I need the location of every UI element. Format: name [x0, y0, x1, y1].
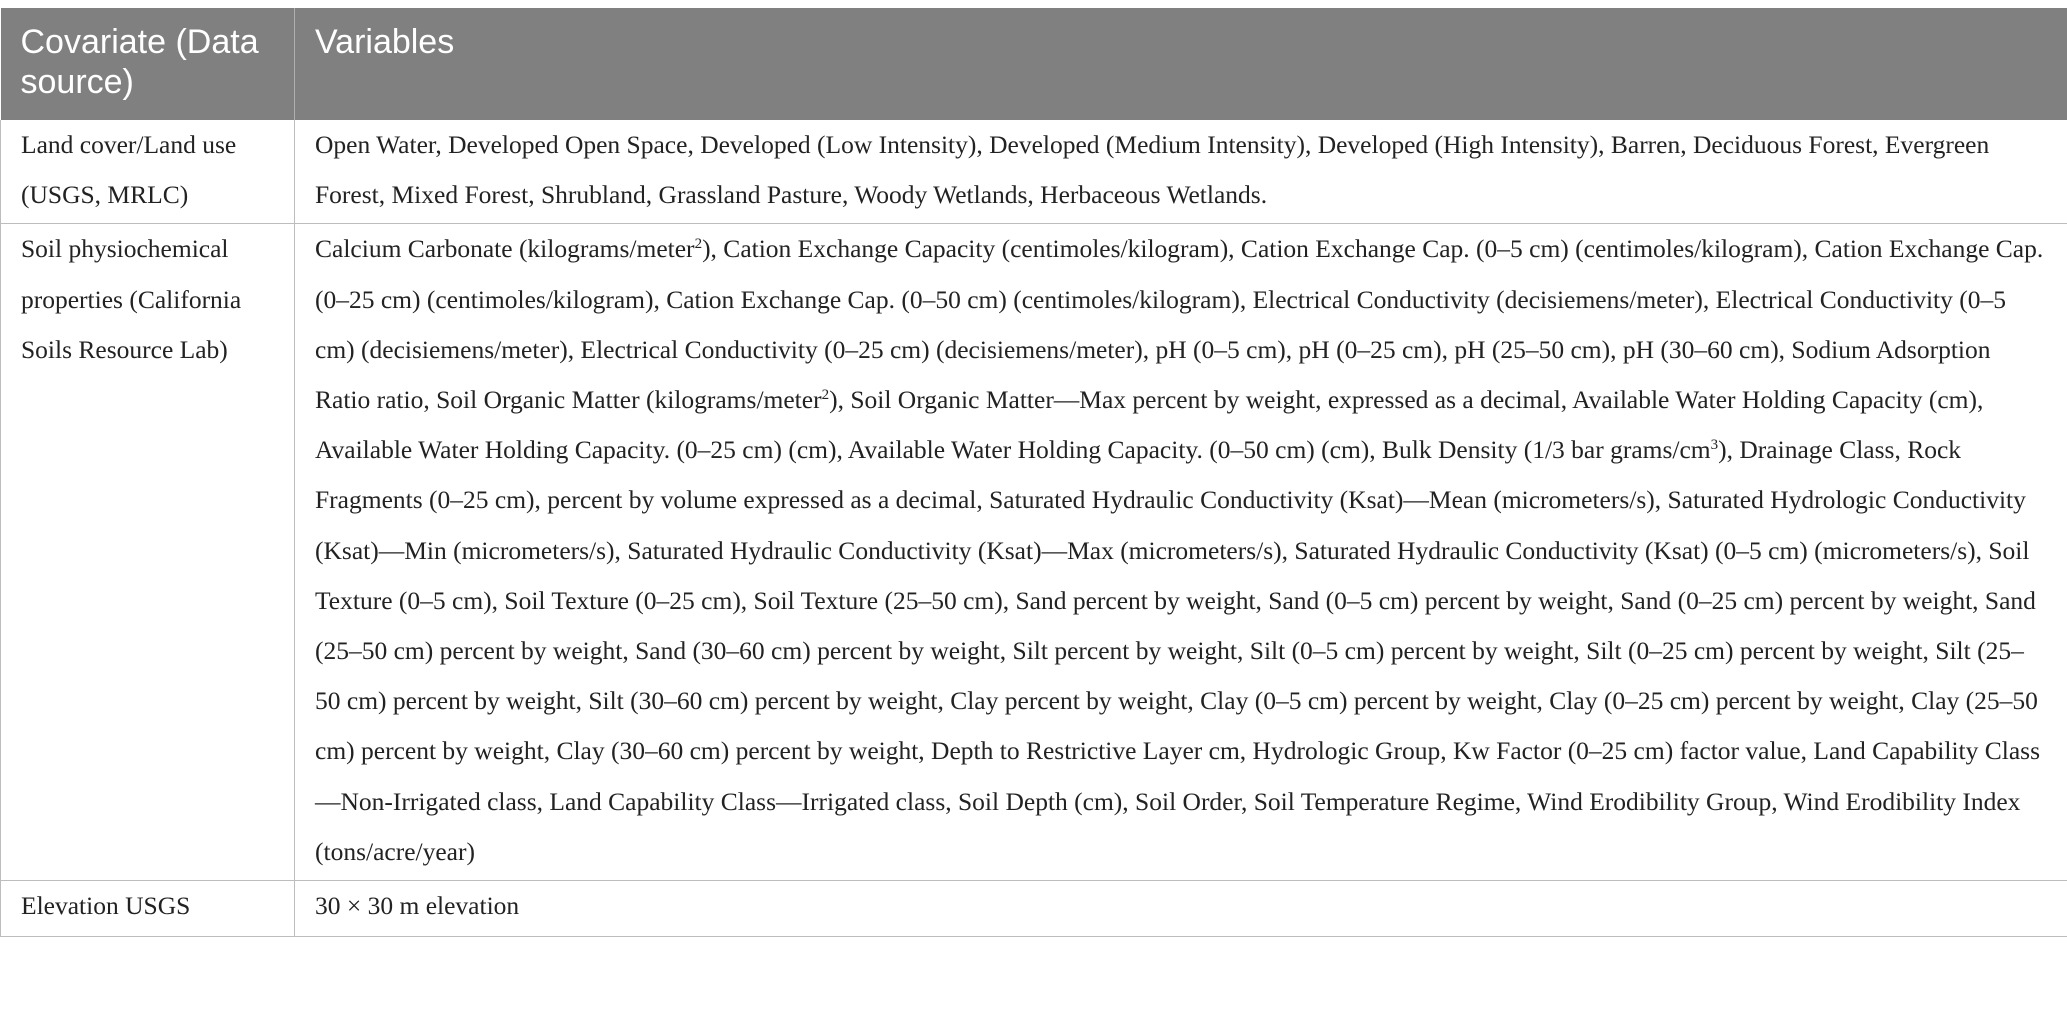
variables-text: Calcium Carbonate (kilograms/meter [315, 234, 695, 264]
variables-text: ), Soil Organic Matter—Max percent by weight, expressed as a decimal, Available Water Holding Capacity (cm), Available Water Holding Capacity. (0–25 cm) (cm), Available Water Holding Capacity. (0–50 cm) (cm), Bulk Density (1/3 bar grams/cm [315, 385, 1984, 465]
variables-cell: Open Water, Developed Open Space, Developed (Low Intensity), Developed (Medium Intensity), Developed (High Intensity), Barren, Deciduous Forest, Evergreen Forest, Mixed Forest, Shrubland, Grassland Pasture, Woody Wetlands, Herbaceous Wetlands. [295, 120, 2067, 224]
superscript: 2 [694, 236, 703, 253]
header-variables: Variables [295, 8, 2067, 120]
table-body [1, 120, 2067, 937]
header-row [1, 8, 2067, 120]
header-covariate: Covariate (Data source) [1, 8, 295, 120]
covariate-cell: Elevation USGS [1, 881, 295, 937]
table-header [1, 8, 2067, 120]
variables-text: ), Cation Exchange Capacity (centimoles/kilogram), Cation Exchange Cap. (0–5 cm) (centimoles/kilogram), Cation Exchange Cap. (0–25 cm) (centimoles/kilogram), Cation Exchange Cap. (0–50 cm) (centimoles/kilogram), Electrical Conductivity (decisiemens/meter), Electrical Conductivity (0–5 cm) (decisiemens/meter), Electrical Conductivity (0–25 cm) (decisiemens/meter), pH (0–5 cm), pH (0–25 cm), pH (25–50 cm), pH (30–60 cm), Sodium Adsorption Ratio ratio, Soil Organic Matter (kilograms/meter [315, 234, 2044, 415]
covariate-table-container [0, 8, 2067, 937]
superscript: 3 [1710, 437, 1719, 454]
table-row [1, 120, 2067, 224]
covariate-cell: Land cover/Land use (USGS, MRLC) [1, 120, 295, 224]
variables-cell [295, 224, 2067, 881]
variables-text: ), Drainage Class, Rock Fragments (0–25 cm), percent by volume expressed as a decimal, Saturated Hydraulic Conductivity (Ksat)—Mean (micrometers/s), Saturated Hydrologic Conductivity (Ksat)—Min (micrometers/s), Saturated Hydraulic Conductivity (Ksat)—Max (micrometers/s), Saturated Hydraulic Conductivity (Ksat) (0–5 cm) (micrometers/s), Soil Texture (0–5 cm), Soil Texture (0–25 cm), Soil Texture (25–50 cm), Sand percent by weight, Sand (0–5 cm) percent by weight, Sand (0–25 cm) percent by weight, Sand (25–50 cm) percent by weight, Sand (30–60 cm) percent by weight, Silt percent by weight, Silt (0–5 cm) percent by weight, Silt (0–25 cm) percent by weight, Silt (25–50 cm) percent by weight, Silt (30–60 cm) percent by weight, Clay percent by weight, Clay (0–5 cm) percent by weight, Clay (0–25 cm) percent by weight, Clay (25–50 cm) percent by weight, Clay (30–60 cm) percent by weight, Depth to Restrictive Layer cm, Hydrologic Group, Kw Factor (0–25 cm) factor value, Land Capability Class—Non-Irrigated class, Land Capability Class—Irrigated class, Soil Depth (cm), Soil Order, Soil Temperature Regime, Wind Erodibility Group, Wind Erodibility Index (tons/acre/year) [315, 435, 2041, 866]
table-row [1, 224, 2067, 881]
table-row [1, 881, 2067, 937]
covariate-cell: Soil physiochemical properties (California Soils Resource Lab) [1, 224, 295, 881]
superscript: 2 [821, 387, 830, 404]
variables-cell: 30 × 30 m elevation [295, 881, 2067, 937]
covariate-table [0, 8, 2067, 937]
